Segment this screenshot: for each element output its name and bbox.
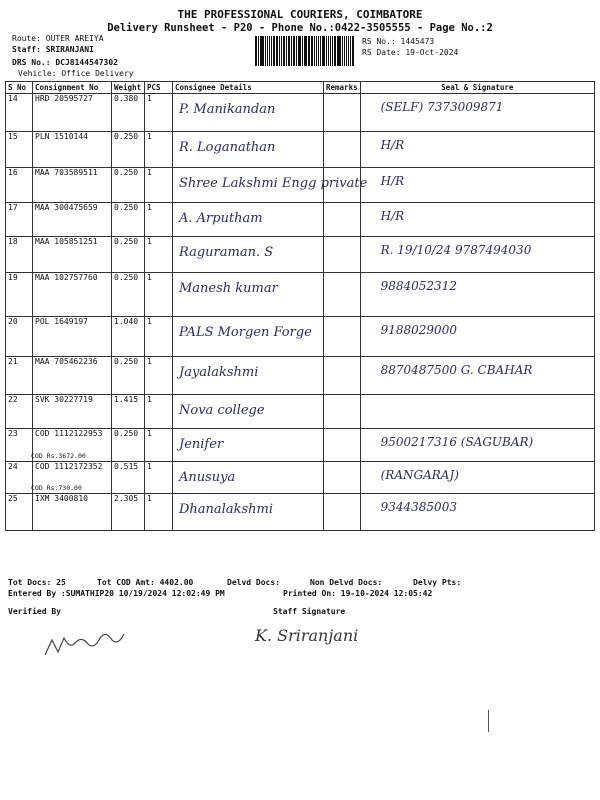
row-consignee: [173, 357, 324, 395]
row-remarks: [324, 168, 361, 203]
row-consignment-no: [33, 494, 112, 531]
row-weight: [112, 237, 145, 273]
row-weight-text: 0.380: [114, 94, 139, 103]
row-consignee: [173, 132, 324, 168]
row-remarks: [324, 273, 361, 317]
table-row: [6, 237, 595, 273]
row-weight-text: 0.250: [114, 429, 139, 438]
row-signature-handwriting: (RANGARAJ): [380, 468, 459, 482]
staff-label: Staff: SRIRANJANI: [12, 45, 94, 54]
row-seal-signature: [360, 237, 594, 273]
row-signature-handwriting: (SELF) 7373009871: [380, 100, 504, 114]
row-consignment-no-text: POL 1649197: [35, 317, 88, 326]
row-consignee: [173, 429, 324, 462]
table-row: [6, 132, 595, 168]
row-consignment-no: [33, 273, 112, 317]
row-sno: [6, 462, 33, 494]
row-consignment-no: [33, 132, 112, 168]
sheet-subtitle: Delivery Runsheet - P20 - Phone No.:0422-3505555 - Page No.:2: [107, 22, 493, 34]
row-consignment-no: [33, 357, 112, 395]
col-header-consignment: Consignment No: [33, 82, 112, 94]
footer-tot-docs: Tot Docs: 25: [8, 578, 66, 587]
row-weight: [112, 494, 145, 531]
row-consignee-handwriting: Anusuya: [179, 470, 236, 485]
table-row: [6, 203, 595, 237]
row-consignee: [173, 273, 324, 317]
row-sno-text: 15: [8, 132, 18, 141]
row-weight-text: 0.250: [114, 132, 139, 141]
row-consignment-no: [33, 462, 112, 494]
rs-date-label: RS Date: 19-Oct-2024: [362, 48, 459, 57]
table-row: [6, 462, 595, 494]
row-sno-text: 14: [8, 94, 18, 103]
row-signature-handwriting: R. 19/10/24 9787494030: [380, 243, 532, 257]
table-row: [6, 494, 595, 531]
row-sno: [6, 429, 33, 462]
row-pcs-text: 1: [147, 168, 152, 177]
row-sno-text: 18: [8, 237, 18, 246]
row-seal-signature: [360, 273, 594, 317]
row-consignment-no-text: MAA 703589511: [35, 168, 98, 177]
row-consignee: [173, 94, 324, 132]
row-consignment-no: [33, 94, 112, 132]
row-consignment-no-text: PLN 1510144: [35, 132, 88, 141]
row-pcs: [145, 494, 173, 531]
row-signature-handwriting: H/R: [380, 174, 405, 188]
row-pcs-text: 1: [147, 317, 152, 326]
row-weight-text: 1.415: [114, 395, 139, 404]
row-seal-signature: [360, 462, 594, 494]
drs-label: DRS No.: DCJ8144547302: [12, 58, 118, 67]
row-seal-signature: [360, 94, 594, 132]
row-consignee-handwriting: Shree Lakshmi Engg private: [179, 176, 368, 191]
row-consignment-no: [33, 168, 112, 203]
row-consignment-no: [33, 395, 112, 429]
row-seal-signature: [360, 132, 594, 168]
row-sno-text: 24: [8, 462, 18, 471]
row-consignment-no-text: COD 1112122953: [35, 429, 103, 438]
footer-entered-by: Entered By :SUMATHIP20 10/19/2024 12:02:49 PM: [8, 589, 225, 598]
row-pcs: [145, 94, 173, 132]
row-pcs: [145, 273, 173, 317]
row-pcs-text: 1: [147, 203, 152, 212]
col-header-remarks: Remarks: [324, 82, 361, 94]
row-pcs-text: 1: [147, 132, 152, 141]
row-sno: [6, 168, 33, 203]
row-consignment-no-text: COD 1112172352: [35, 462, 103, 471]
col-header-sno: S No: [6, 82, 33, 94]
row-pcs-text: 1: [147, 237, 152, 246]
row-consignee-handwriting: Jenifer: [179, 437, 224, 452]
row-consignee-handwriting: R. Loganathan: [179, 140, 276, 155]
row-sno-text: 19: [8, 273, 18, 282]
row-sno: [6, 132, 33, 168]
row-pcs: [145, 462, 173, 494]
row-sno-text: 20: [8, 317, 18, 326]
route-label: Route: OUTER AREIYA: [12, 34, 104, 43]
verified-by-label: Verified By: [8, 607, 61, 616]
row-remarks: [324, 317, 361, 357]
row-sno: [6, 317, 33, 357]
table-row: [6, 273, 595, 317]
verifier-signature: [40, 620, 130, 665]
row-consignee-handwriting: Dhanalakshmi: [179, 502, 273, 517]
row-weight-text: 0.250: [114, 357, 139, 366]
row-consignment-no-text: MAA 705462236: [35, 357, 98, 366]
row-weight: [112, 94, 145, 132]
row-sno: [6, 273, 33, 317]
row-consignee: [173, 494, 324, 531]
row-weight: [112, 429, 145, 462]
runsheet-table: [5, 81, 595, 531]
row-weight: [112, 317, 145, 357]
row-weight: [112, 203, 145, 237]
table-row: [6, 168, 595, 203]
staff-signature-hand: K. Sriranjani: [255, 626, 359, 645]
margin-mark: [488, 710, 489, 732]
row-signature-handwriting: H/R: [380, 138, 405, 152]
col-header-seal: Seal & Signature: [360, 82, 594, 94]
row-consignment-no-text: SVK 30227719: [35, 395, 93, 404]
row-weight-text: 2.305: [114, 494, 139, 503]
col-header-pcs: PCS: [145, 82, 173, 94]
row-weight: [112, 132, 145, 168]
row-consignment-no: [33, 237, 112, 273]
table-row: [6, 429, 595, 462]
row-pcs: [145, 317, 173, 357]
row-remarks: [324, 203, 361, 237]
table-row: [6, 94, 595, 132]
row-pcs: [145, 203, 173, 237]
row-sno-text: 25: [8, 494, 18, 503]
row-consignment-no-text: MAA 300475659: [35, 203, 98, 212]
row-cod-amount: COD Rs.730.00: [31, 484, 82, 492]
vehicle-label: Vehicle: Office Delivery: [18, 69, 134, 78]
row-remarks: [324, 429, 361, 462]
row-remarks: [324, 132, 361, 168]
row-pcs-text: 1: [147, 429, 152, 438]
row-sno-text: 21: [8, 357, 18, 366]
sheet-title: THE PROFESSIONAL COURIERS, COIMBATORE: [177, 8, 423, 21]
table-row: [6, 395, 595, 429]
row-consignee: [173, 462, 324, 494]
footer-delvd: Delvd Docs:: [227, 578, 280, 587]
row-remarks: [324, 94, 361, 132]
row-weight-text: 0.250: [114, 168, 139, 177]
footer-tot-cod: Tot COD Amt: 4402.00: [97, 578, 194, 587]
row-consignee: [173, 168, 368, 203]
rs-no-label: RS No.: 1445473: [362, 37, 435, 46]
row-signature-handwriting: H/R: [380, 209, 405, 223]
row-sno: [6, 395, 33, 429]
row-pcs-text: 1: [147, 395, 152, 404]
row-weight: [112, 357, 145, 395]
row-consignee: [173, 203, 324, 237]
row-signature-handwriting: 9188029000: [380, 323, 457, 337]
row-signature-handwriting: 8870487500 G. CBAHAR: [380, 363, 533, 377]
row-weight-text: 0.515: [114, 462, 139, 471]
table-row: [6, 317, 595, 357]
row-remarks: [324, 395, 361, 429]
row-remarks: [324, 237, 361, 273]
row-consignment-no: [33, 429, 112, 462]
table-row: [6, 357, 595, 395]
row-consignment-no: [33, 203, 112, 237]
row-pcs-text: 1: [147, 462, 152, 471]
row-pcs: [145, 357, 173, 395]
row-consignee-handwriting: Raguraman. S: [179, 245, 274, 260]
row-consignee: [173, 395, 324, 429]
row-consignee-handwriting: PALS Morgen Forge: [179, 325, 312, 340]
row-consignment-no-text: HRD 20595727: [35, 94, 93, 103]
row-consignee: [173, 237, 324, 273]
row-pcs: [145, 237, 173, 273]
row-weight-text: 1.040: [114, 317, 139, 326]
row-remarks: [324, 462, 361, 494]
row-weight: [112, 395, 145, 429]
row-weight-text: 0.250: [114, 273, 139, 282]
row-seal-signature: [360, 168, 594, 203]
row-consignment-no: [33, 317, 112, 357]
row-pcs-text: 1: [147, 357, 152, 366]
footer-delvy-pts: Delvy Pts:: [413, 578, 462, 587]
footer-non-delvd: Non Delvd Docs:: [310, 578, 383, 587]
row-sno: [6, 94, 33, 132]
row-seal-signature: [360, 203, 594, 237]
row-weight: [112, 273, 145, 317]
row-sno: [6, 237, 33, 273]
row-seal-signature: [360, 395, 594, 429]
row-seal-signature: [360, 494, 594, 531]
row-consignee-handwriting: Manesh kumar: [179, 281, 278, 296]
staff-signature-label: Staff Signature: [273, 607, 346, 616]
row-consignee: [173, 317, 324, 357]
col-header-weight: Weight: [112, 82, 145, 94]
row-seal-signature: [360, 429, 594, 462]
row-sno-text: 22: [8, 395, 18, 404]
row-signature-handwriting: 9500217316 (SAGUBAR): [380, 435, 534, 449]
row-sno: [6, 357, 33, 395]
row-sno: [6, 494, 33, 531]
row-consignee-handwriting: P. Manikandan: [179, 102, 276, 117]
row-consignment-no-text: IXM 3400810: [35, 494, 88, 503]
row-weight: [112, 462, 145, 494]
row-sno-text: 16: [8, 168, 18, 177]
row-weight-text: 0.250: [114, 203, 139, 212]
row-pcs-text: 1: [147, 494, 152, 503]
row-sno-text: 23: [8, 429, 18, 438]
row-pcs: [145, 168, 173, 203]
row-pcs: [145, 395, 173, 429]
barcode: [255, 36, 355, 66]
row-cod-amount: COD Rs.3672.00: [31, 452, 86, 460]
row-seal-signature: [360, 317, 594, 357]
row-consignee-handwriting: Jayalakshmi: [179, 365, 259, 380]
row-pcs: [145, 132, 173, 168]
row-seal-signature: [360, 357, 594, 395]
row-signature-handwriting: 9884052312: [380, 279, 457, 293]
row-remarks: [324, 494, 361, 531]
row-weight: [112, 168, 145, 203]
row-weight-text: 0.250: [114, 237, 139, 246]
row-consignee-handwriting: A. Arputham: [179, 211, 263, 226]
footer-printed-on: Printed On: 19-10-2024 12:05:42: [283, 589, 433, 598]
col-header-consignee: Consignee Details: [173, 82, 324, 94]
row-consignment-no-text: MAA 102757760: [35, 273, 98, 282]
row-signature-handwriting: 9344385003: [380, 500, 457, 514]
row-sno: [6, 203, 33, 237]
row-consignee-handwriting: Nova college: [179, 403, 265, 418]
row-consignment-no-text: MAA 105851251: [35, 237, 98, 246]
row-pcs-text: 1: [147, 273, 152, 282]
row-pcs-text: 1: [147, 94, 152, 103]
row-pcs: [145, 429, 173, 462]
row-remarks: [324, 357, 361, 395]
row-sno-text: 17: [8, 203, 18, 212]
